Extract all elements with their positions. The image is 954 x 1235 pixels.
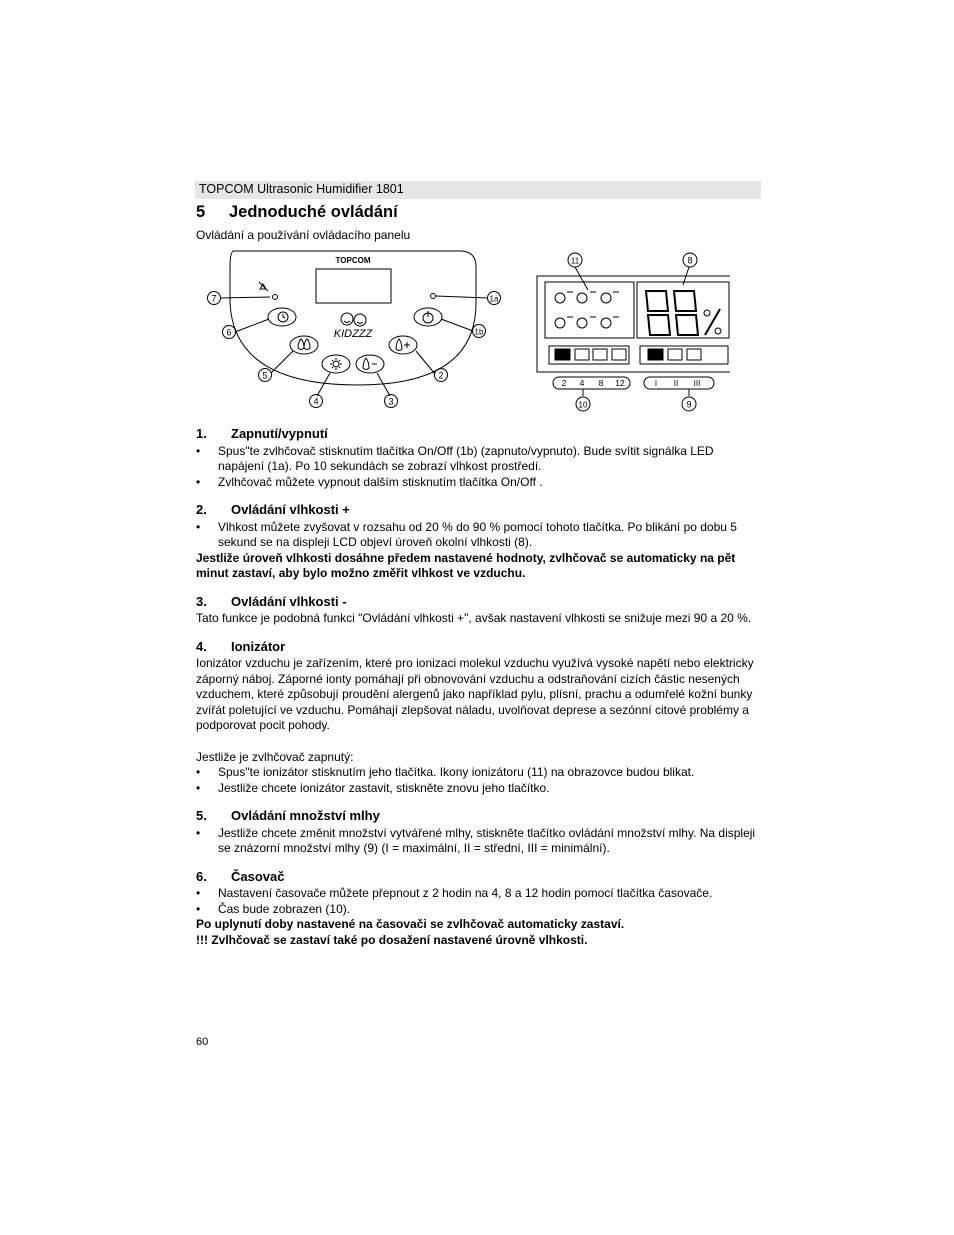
section-title (196, 203, 398, 222)
svg-text:2: 2 (438, 370, 444, 381)
paragraph: Jestliže je zvlhčovač zapnutý: (196, 749, 354, 764)
humidity-digit-2 (674, 291, 698, 335)
list-item: • Spus"te ionizátor stisknutím jeho tlačítka. Ikony ionizátoru (11) na obrazovce budou blikat. (196, 765, 695, 779)
svg-text:1b: 1b (474, 327, 484, 337)
page-number: 60 (196, 1036, 209, 1048)
warning-text: Jestliže úroveň vlhkosti dosáhne předem nastavené hodnoty, zvlhčovač se automaticky na pět minut zastaví, aby bylo možno změřit vlhkost ve vzduchu. (196, 550, 736, 580)
warning-text: Po uplynutí doby nastavené na časovači se zvlhčovač automaticky zastaví. (196, 917, 625, 931)
kid-face-icon (341, 313, 353, 325)
panel-lcd-window (316, 269, 391, 303)
svg-text:I: I (654, 379, 658, 388)
kidzzz-logo: KIDZZZ (333, 328, 373, 340)
section-number: 5 (196, 203, 206, 221)
document-header: TOPCOM Ultrasonic Humidifier 1801 (199, 182, 404, 196)
list-item: • Čas bude zobrazen (10). (196, 901, 351, 916)
svg-text:8: 8 (598, 378, 604, 388)
list-item: • Spus"te zvlhčovač stisknutím tlačítka On/Off (1b) (zapnuto/vypnuto). Bude svítit signálka LED napájení (1a). Po 10 sekundách se zobrazí vlhkost prostředí. (196, 443, 714, 473)
drops-icon (298, 339, 310, 350)
svg-text:7: 7 (211, 293, 217, 304)
mist-box-2 (668, 349, 682, 360)
svg-text:3: 3 (388, 396, 394, 407)
section-title-text: Jednoduché ovládání (229, 203, 398, 221)
brand-logo: TOPCOM (335, 256, 371, 265)
heading-4: 4. Ionizátor (196, 638, 286, 654)
paragraph: Ionizátor vzduchu je zařízením, které pro ionizaci molekul vzduchu využívá vysoké napětí nebo elektricky záporný náboj. Záporné ionty pomáhají při obnovování vzduchu a odstraňování cizích částic nesených vzduchem, které způsobují proudění alergenů jako například pylu, plísní, prachu a odumřelé kožní bunky zvířát poletující ve vzduchu. Pomáhají zlepšovat náladu, uvolňovat deprese a sezónní citové problémy a podporovat pocit pohody. (196, 656, 754, 732)
list-item: • Vlhkost můžete zvyšovat v rozsahu od 20 % do 90 % pomocí tohoto tlačítka. Po blikání po dobu 5 sekund se na displeji LCD objeví úroveň okolní vlhkosti (8). (196, 519, 737, 549)
control-panel-figure (190, 245, 730, 415)
humidity-minus-button (356, 355, 384, 373)
timer-button (268, 308, 296, 326)
svg-text:2: 2 (561, 378, 567, 388)
heading-5: 5. Ovládání množství mlhy (196, 808, 380, 823)
list-item: • Jestliže chcete ionizátor zastavit, stiskněte znovu jeho tlačítko. (196, 780, 550, 795)
power-led (431, 294, 436, 299)
heading-6: 6. Časovač (196, 868, 285, 884)
list-item: • Zvlhčovač můžete vypnout dalším stisknutím tlačítka On/Off . (196, 474, 543, 489)
timer-led (273, 295, 278, 300)
document-body (196, 426, 762, 948)
humidity-digit-1 (646, 291, 670, 335)
svg-text:4: 4 (579, 378, 585, 388)
svg-text:II: II (673, 379, 679, 388)
subtitle: Ovládání a používání ovládacího panelu (196, 228, 411, 242)
mist-box-1 (648, 349, 663, 360)
heading-1: 1. Zapnutí/vypnutí (196, 426, 328, 441)
ionizer-button (322, 355, 350, 373)
heading-2: 2. Ovládání vlhkosti + (196, 502, 350, 517)
svg-text:11: 11 (570, 256, 580, 266)
drop-minus-icon (363, 358, 369, 370)
timer-box-4 (612, 349, 626, 360)
ionizer-segment-area (545, 282, 634, 338)
warning-text: !!! Zvlhčovač se zastaví také po dosažení nastavené úrovně vlhkosti. (196, 932, 588, 947)
svg-text:1a: 1a (489, 294, 499, 304)
svg-text:4: 4 (313, 396, 319, 407)
paragraph: Tato funkce je podobná funkci "Ovládání vlhkosti +", avšak nastavení vlhkosti se snižuje mezi 90 a 20 %. (196, 611, 752, 625)
heading-3: 3. Ovládání vlhkosti - (196, 593, 347, 609)
mist-box-3 (687, 349, 701, 360)
timer-box-2 (575, 349, 589, 360)
drop-plus-icon (396, 339, 402, 351)
list-item: • Jestliže chcete změnit množství vytvářené mlhy, stiskněte tlačítko ovládání množství mlhy. Na displeji se znázorní množství mlhy (9) (I = maximální, II = střední, III = minimální). (196, 825, 756, 855)
svg-text:III: III (693, 379, 701, 388)
svg-text:9: 9 (686, 399, 692, 410)
svg-text:6: 6 (226, 327, 232, 338)
timer-box-1 (555, 349, 570, 360)
alarm-off-icon (259, 282, 268, 291)
svg-text:12: 12 (615, 378, 625, 388)
list-item: • Nastavení časovače můžete přepnout z 2 hodin na 4, 8 a 12 hodin pomocí tlačítka časovače. (196, 886, 713, 900)
ionizer-indicator (555, 293, 565, 303)
ionizer-icon (333, 361, 339, 367)
svg-text:10: 10 (578, 400, 588, 410)
timer-box-3 (593, 349, 607, 360)
humidity-plus-button (389, 336, 417, 354)
svg-text:8: 8 (687, 255, 693, 266)
svg-text:5: 5 (262, 370, 268, 381)
